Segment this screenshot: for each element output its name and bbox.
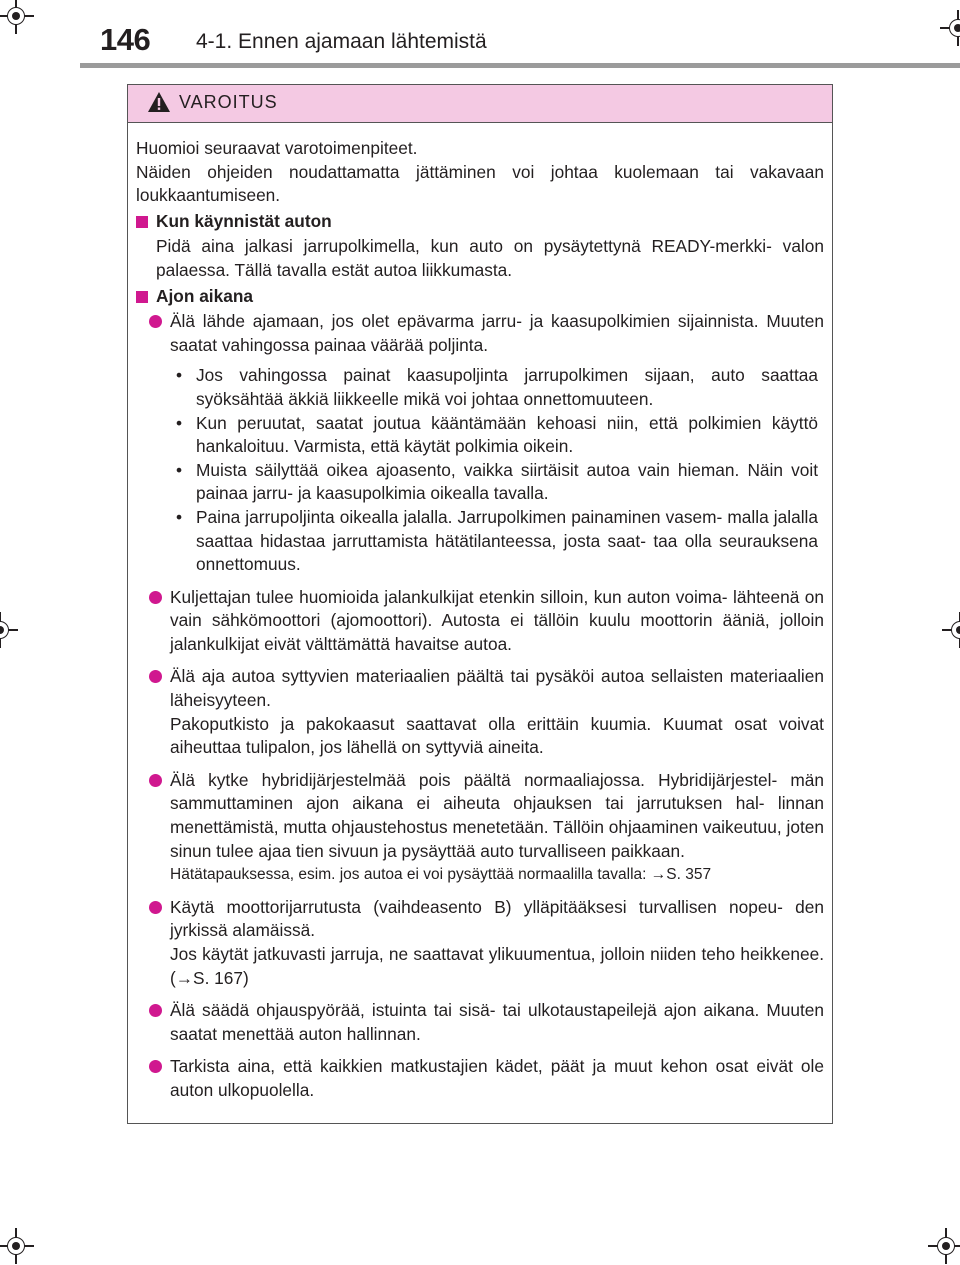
list-item <box>136 310 824 357</box>
list-item-text: Älä kytke hybridijärjestelmää pois päältä normaaliajossa. Hybridijärjestel- män sammuttaminen ajon aikana ei aiheuta ohjauksen tai jarrutuksen hal- linnan menettämistä, mutta ohjaustehostus menetetään. Tällöin ohjaaminen vaikeutuu, joten sinun tulee ajaa tien sivuun ja pysäyttää auto turvalliseen paikkaan. <box>170 769 824 861</box>
paragraph: Pidä aina jalkasi jarrupolkimella, kun auto on pysäytettynä READY-merkki- valon palaessa. Tällä tavalla estät autoa liikkumasta. <box>156 236 824 280</box>
sub-list-item-text: Kun peruutat, saatat joutua kääntämään kehoasi niin, että polkimien käyttö hankaloituu. Varmista, että käytät polkimia oikein. <box>196 412 818 457</box>
sub-list-item <box>136 459 824 506</box>
intro-text: Näiden ohjeiden noudattamatta jättäminen voi johtaa kuolemaan tai vakavaan loukkaantumiseen. <box>136 161 824 206</box>
sub-list-item <box>136 506 824 577</box>
circle-bullet-icon <box>149 670 162 683</box>
list-item-text: Älä lähde ajamaan, jos olet epävarma jarru- ja kaasupolkimien sijainnista. Muuten saatat vahingossa painaa väärää poljinta. <box>170 311 824 355</box>
registration-mark-icon <box>942 612 960 648</box>
header-rule <box>80 63 960 68</box>
registration-mark-icon <box>0 0 34 34</box>
sub-list-item <box>136 364 824 411</box>
bullet-icon: • <box>176 506 183 527</box>
bullet-icon: • <box>176 365 183 386</box>
sub-list <box>136 364 824 576</box>
sub-list-item-text: Muista säilyttää oikea ajoasento, vaikka siirtäisit autoa vain hieman. Näin voit painaa jarru- ja kaasupolkimia oikealla tavalla. <box>196 459 818 504</box>
warning-body <box>128 123 832 1103</box>
section-title: 4-1. Ennen ajamaan lähtemistä <box>196 30 487 53</box>
list-item-text: Kuljettajan tulee huomioida jalankulkijat etenkin silloin, kun auton voima- lähteenä on vain sähkömoottori (ajomoottori). Autosta ei tällöin kuulu moottorin ääniä, jolloin jalankulkijat eivät välttämättä havaitse autoa. <box>170 586 824 654</box>
bullet-icon: • <box>176 459 183 480</box>
circle-bullet-icon <box>149 591 162 604</box>
circle-bullet-icon <box>149 315 162 328</box>
registration-mark-icon <box>940 10 960 46</box>
list-item-text: Älä säädä ohjauspyörää, istuinta tai sisä- tai ulkotaustapeilejä ajon aikana. Muuten saatat menettää auton hallinnan. <box>170 1000 824 1044</box>
list-item-text: Jos käytät jatkuvasti jarruja, ne saattavat ylikuumentua, jolloin niiden teho heikkenee. (→S. 167) <box>170 944 824 988</box>
intro-text: Huomioi seuraavat varotoimenpiteet. <box>136 138 418 158</box>
list-item <box>136 769 824 887</box>
list-item <box>136 586 824 657</box>
square-bullet-icon <box>136 216 148 228</box>
sub-list-item <box>136 412 824 459</box>
list-item-text: Käytä moottorijarrutusta (vaihdeasento B) ylläpitääksesi turvallisen nopeu- den jyrkissä alamäissä. <box>170 896 824 941</box>
warning-triangle-icon <box>147 91 171 113</box>
warning-title: VAROITUS <box>179 92 278 112</box>
list-item-text: Älä aja autoa syttyvien materiaalien päältä tai pysäköi autoa sellaisten materiaalien läheisyyteen. <box>170 666 824 711</box>
circle-bullet-icon <box>149 901 162 914</box>
registration-mark-icon <box>0 1228 34 1264</box>
registration-mark-icon <box>0 612 18 648</box>
subheading <box>136 285 824 309</box>
page-number: 146 <box>100 22 151 57</box>
warning-header <box>128 85 832 123</box>
list-item-text: Tarkista aina, että kaikkien matkustajien kädet, päät ja muut kehon osat eivät ole auton ulkopuolella. <box>170 1056 824 1100</box>
sub-list-item-text: Paina jarrupoljinta oikealla jalalla. Jarrupolkimen painaminen vasem- malla jalalla saattaa hidastaa jarruttamista hätätilanteessa, josta saat- taa olla seurauksena onnettomuus. <box>196 506 818 575</box>
list-item-note: Hätätapauksessa, esim. jos autoa ei voi pysäyttää normaalilla tavalla: →S. 357 <box>170 866 712 884</box>
warning-box <box>127 84 833 1124</box>
square-bullet-icon <box>136 291 148 303</box>
bullet-icon: • <box>176 412 183 433</box>
sub-list-item-text: Jos vahingossa painat kaasupoljinta jarrupolkimen sijaan, auto saattaa syöksähtää äkkiä liikkeelle mikä voi johtaa onnettomuuteen. <box>196 365 818 409</box>
list-item <box>136 999 824 1046</box>
registration-mark-icon <box>928 1228 960 1264</box>
list-item-text: Pakoputkisto ja pakokaasut saattavat olla erittäin kuumia. Kuumat osat voivat aiheuttaa tulipalon, jos lähellä on syttyviä aineita. <box>170 713 824 758</box>
list-item <box>136 665 824 759</box>
subheading-label: Kun käynnistät auton <box>156 210 332 231</box>
circle-bullet-icon <box>149 1060 162 1073</box>
circle-bullet-icon <box>149 774 162 787</box>
subheading-label: Ajon aikana <box>156 285 253 306</box>
circle-bullet-icon <box>149 1004 162 1017</box>
subheading <box>136 210 824 234</box>
list-item <box>136 896 824 990</box>
list-item <box>136 1055 824 1102</box>
